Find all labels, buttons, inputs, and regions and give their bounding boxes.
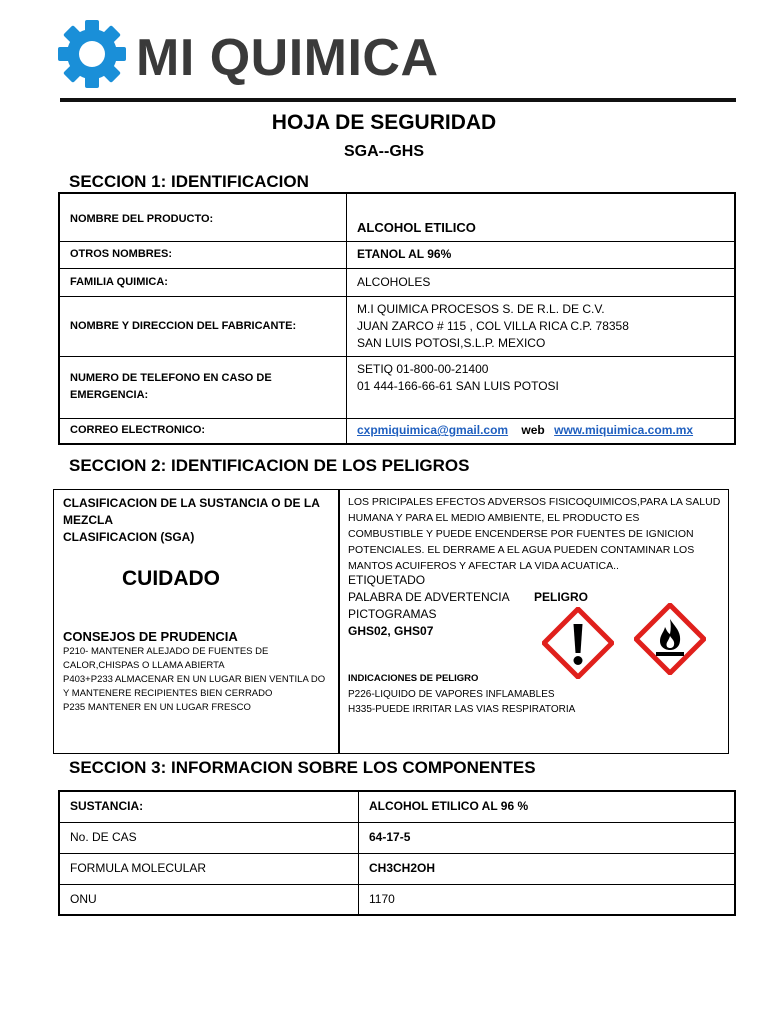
other-names-value: ETANOL AL 96% <box>347 241 736 268</box>
table-row <box>59 418 735 444</box>
row-value: CH3CH2OH <box>359 853 736 884</box>
table-row <box>59 193 735 241</box>
row-label: NOMBRE Y DIRECCION DEL FABRICANTE: <box>59 296 347 356</box>
manufacturer-line: JUAN ZARCO # 115 , COL VILLA RICA C.P. 78358 <box>357 318 629 333</box>
section3-heading: SECCION 3: INFORMACION SOBRE LOS COMPONENTES <box>69 758 536 777</box>
row-label: ONU <box>59 884 359 915</box>
prudence-line: CALOR,CHISPAS O LLAMA ABIERTA <box>63 660 225 671</box>
effects-line: COMBUSTIBLE Y PUEDE ENCENDERSE POR FUENTES DE IGNICION <box>348 528 694 540</box>
components-table <box>58 790 736 916</box>
row-label: NOMBRE DEL PRODUCTO: <box>59 193 347 241</box>
effects-text <box>348 494 726 574</box>
row-label: FORMULA MOLECULAR <box>59 853 359 884</box>
row-label: SUSTANCIA: <box>59 791 359 822</box>
row-value: ALCOHOL ETILICO AL 96 % <box>359 791 736 822</box>
contact-value <box>347 418 736 444</box>
hazard-statements-heading: INDICACIONES DE PELIGRO <box>348 673 479 684</box>
classification-line: CLASIFICACION (SGA) <box>63 530 195 544</box>
prudence-heading: CONSEJOS DE PRUDENCIA <box>63 629 238 644</box>
section2-heading: SECCION 2: IDENTIFICACION DE LOS PELIGROS <box>69 456 470 475</box>
section1-heading: SECCION 1: IDENTIFICACION <box>69 172 309 191</box>
prudence-line: P210- MANTENER ALEJADO DE FUENTES DE <box>63 646 269 657</box>
website-link[interactable]: www.miquimica.com.mx <box>554 423 694 438</box>
table-row <box>59 884 735 915</box>
flame-icon <box>634 603 706 675</box>
prudence-line: P403+P233 ALMACENAR EN UN LUGAR BIEN VENTILA DO <box>63 674 326 685</box>
manufacturer-line: M.I QUIMICA PROCESOS S. DE R.L. DE C.V. <box>357 301 605 316</box>
row-value: 64-17-5 <box>359 822 736 853</box>
pictograms-label: PICTOGRAMAS <box>348 607 437 621</box>
table-row <box>59 356 735 418</box>
brand-name: MI QUIMICA <box>136 29 439 87</box>
manufacturer-line: SAN LUIS POTOSI,S.L.P. MEXICO <box>357 335 546 350</box>
table-row <box>59 853 735 884</box>
effects-line: HUMANA Y PARA EL MEDIO AMBIENTE, EL PRODUCTO ES <box>348 512 640 524</box>
hazard-line: P226-LIQUIDO DE VAPORES INFLAMABLES <box>348 689 555 700</box>
chemical-family-value: ALCOHOLES <box>347 268 736 296</box>
table-row <box>59 296 735 356</box>
row-label: No. DE CAS <box>59 822 359 853</box>
signal-word-left: CUIDADO <box>122 567 220 590</box>
pictogram-codes: GHS02, GHS07 <box>348 624 434 638</box>
prudence-list <box>63 645 335 715</box>
hazard-line: H335-PUEDE IRRITAR LAS VIAS RESPIRATORIA <box>348 704 576 715</box>
row-value: 1170 <box>359 884 736 915</box>
identification-table <box>58 192 736 445</box>
row-label: CORREO ELECTRONICO: <box>59 418 347 444</box>
effects-line: LOS PRICIPALES EFECTOS ADVERSOS FISICOQUIMICOS,PARA LA SALUD <box>348 496 721 508</box>
row-label: NUMERO DE TELEFONO EN CASO DE EMERGENCIA: <box>59 356 347 418</box>
table-row <box>59 268 735 296</box>
exclamation-mark-icon <box>542 607 614 679</box>
classification-line: CLASIFICACION DE LA SUSTANCIA O DE LA <box>63 496 320 510</box>
signal-word-label: PALABRA DE ADVERTENCIA <box>348 590 510 604</box>
classification-block <box>63 495 331 546</box>
gear-logo-icon <box>58 20 126 88</box>
table-row <box>59 822 735 853</box>
row-label: FAMILIA QUIMICA: <box>59 268 347 296</box>
signal-word-value: PELIGRO <box>534 590 589 604</box>
hazard-statements-list <box>348 687 575 717</box>
document-subtitle: SGA--GHS <box>344 143 424 160</box>
header-divider <box>60 98 736 102</box>
document-title: HOJA DE SEGURIDAD <box>271 111 497 134</box>
email-link[interactable]: cxpmiquimica@gmail.com <box>357 423 509 438</box>
classification-line: MEZCLA <box>63 513 113 527</box>
table-row <box>59 241 735 268</box>
row-label: OTROS NOMBRES: <box>59 241 347 268</box>
hazards-divider <box>338 489 340 754</box>
labeling-heading: ETIQUETADO <box>348 573 426 587</box>
phone-line: SETIQ 01-800-00-21400 <box>357 361 489 376</box>
web-label: web <box>521 423 545 438</box>
prudence-line: P235 MANTENER EN UN LUGAR FRESCO <box>63 702 251 713</box>
phone-line: 01 444-166-66-61 SAN LUIS POTOSI <box>357 378 559 393</box>
manufacturer-value <box>347 296 736 356</box>
effects-line: MANTOS ACUIFEROS Y AFECTAR LA VIDA ACUATICA.. <box>348 560 619 572</box>
emergency-phone-value <box>347 356 736 418</box>
table-row <box>59 791 735 822</box>
effects-line: POTENCIALES. EL DERRAME A EL AGUA PUEDEN CONTAMINAR LOS <box>348 544 695 556</box>
prudence-line: Y MANTENERE RECIPIENTES BIEN CERRADO <box>63 688 273 699</box>
product-name-value: ALCOHOL ETILICO <box>347 193 736 241</box>
